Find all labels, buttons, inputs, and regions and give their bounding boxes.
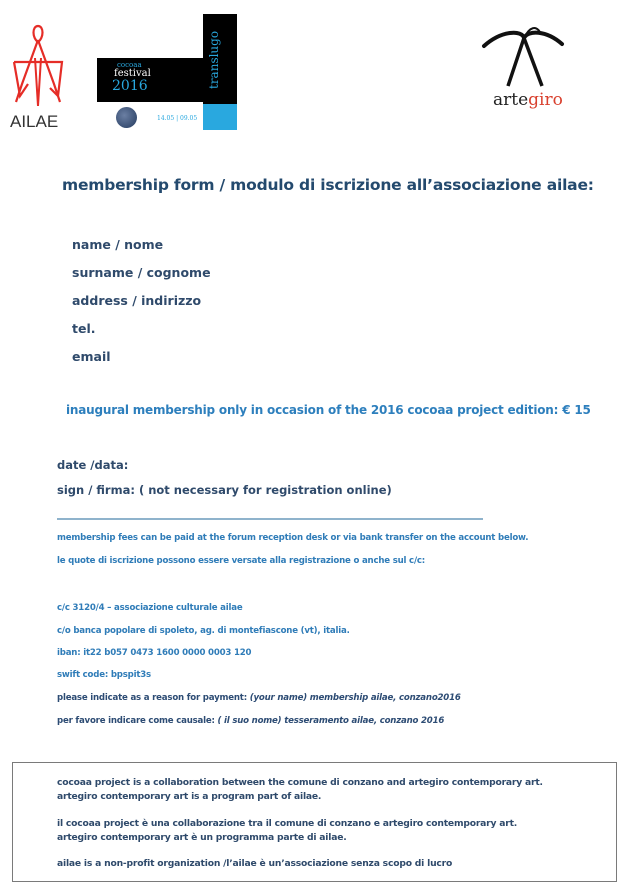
footer-line-5: ailae is a non-profit organization /l’ailae è un’associazione senza scopo di lucro: [57, 858, 453, 869]
footer-line-2: artegiro contemporary art is a program part of ailae.: [57, 791, 322, 802]
payment-reason-it: per favore indicare come causale: ( il suo nome) tesseramento ailae, conzano 2016: [57, 716, 445, 726]
cocoaa-festival-logo: [97, 14, 237, 132]
bank-account: c/c 3120/4 – associazione culturale ailae: [57, 603, 243, 613]
field-address-label: address / indirizzo: [72, 293, 202, 308]
ailae-wordmark: AILAE: [10, 112, 59, 131]
payment-note-it: le quote di iscrizione possono essere versate alla registrazione o anche sul c/c:: [57, 556, 426, 566]
festival-dates: 14.05 | 09.05: [157, 115, 198, 122]
divider: [57, 518, 483, 520]
field-surname-label: surname / cognome: [72, 265, 211, 280]
bank-swift: swift code: bpspit3s: [57, 670, 151, 680]
artegiro-figure-icon: [478, 24, 568, 94]
coin-icon: [116, 107, 137, 128]
festival-cocoaa-text: cocoaa: [117, 61, 142, 69]
inaugural-membership-note: inaugural membership only in occasion of the 2016 cocoaa project edition: € 15: [66, 403, 591, 417]
footer-line-3: il cocoaa project è una collaborazione tra il comune di conzano e artegiro contemporary art.: [57, 818, 518, 829]
bank-name: c/o banca popolare di spoleto, ag. di montefiascone (vt), italia.: [57, 626, 350, 636]
festival-text: festival: [114, 68, 151, 79]
payment-reason-en: please indicate as a reason for payment: (your name) membership ailae, conzano2016: [57, 693, 461, 703]
festival-year: 2016: [112, 78, 148, 94]
artegiro-logo: [478, 24, 568, 116]
form-title: membership form / modulo di iscrizione all’associazione ailae:: [62, 176, 594, 194]
festival-blue-block: [203, 104, 237, 130]
bank-iban: iban: it22 b057 0473 1600 0000 0003 120: [57, 648, 252, 658]
festival-vertical-text: translugo: [207, 30, 221, 90]
payment-note-en: membership fees can be paid at the forum reception desk or via bank transfer on the account below.: [57, 533, 529, 543]
field-name-label: name / nome: [72, 237, 164, 252]
footer-line-1: cocoaa project is a collaboration between the comune di conzano and artegiro contemporary art.: [57, 777, 543, 788]
ailae-a-icon: [8, 22, 68, 112]
sign-label: sign / firma: ( not necessary for registration online): [57, 483, 392, 497]
footer-line-4: artegiro contemporary art è un programma parte di ailae.: [57, 832, 347, 843]
field-tel-label: tel.: [72, 321, 96, 336]
date-label: date /data:: [57, 458, 129, 472]
artegiro-wordmark: artegiro: [493, 90, 563, 110]
field-email-label: email: [72, 349, 111, 364]
ailae-logo: [8, 22, 68, 132]
